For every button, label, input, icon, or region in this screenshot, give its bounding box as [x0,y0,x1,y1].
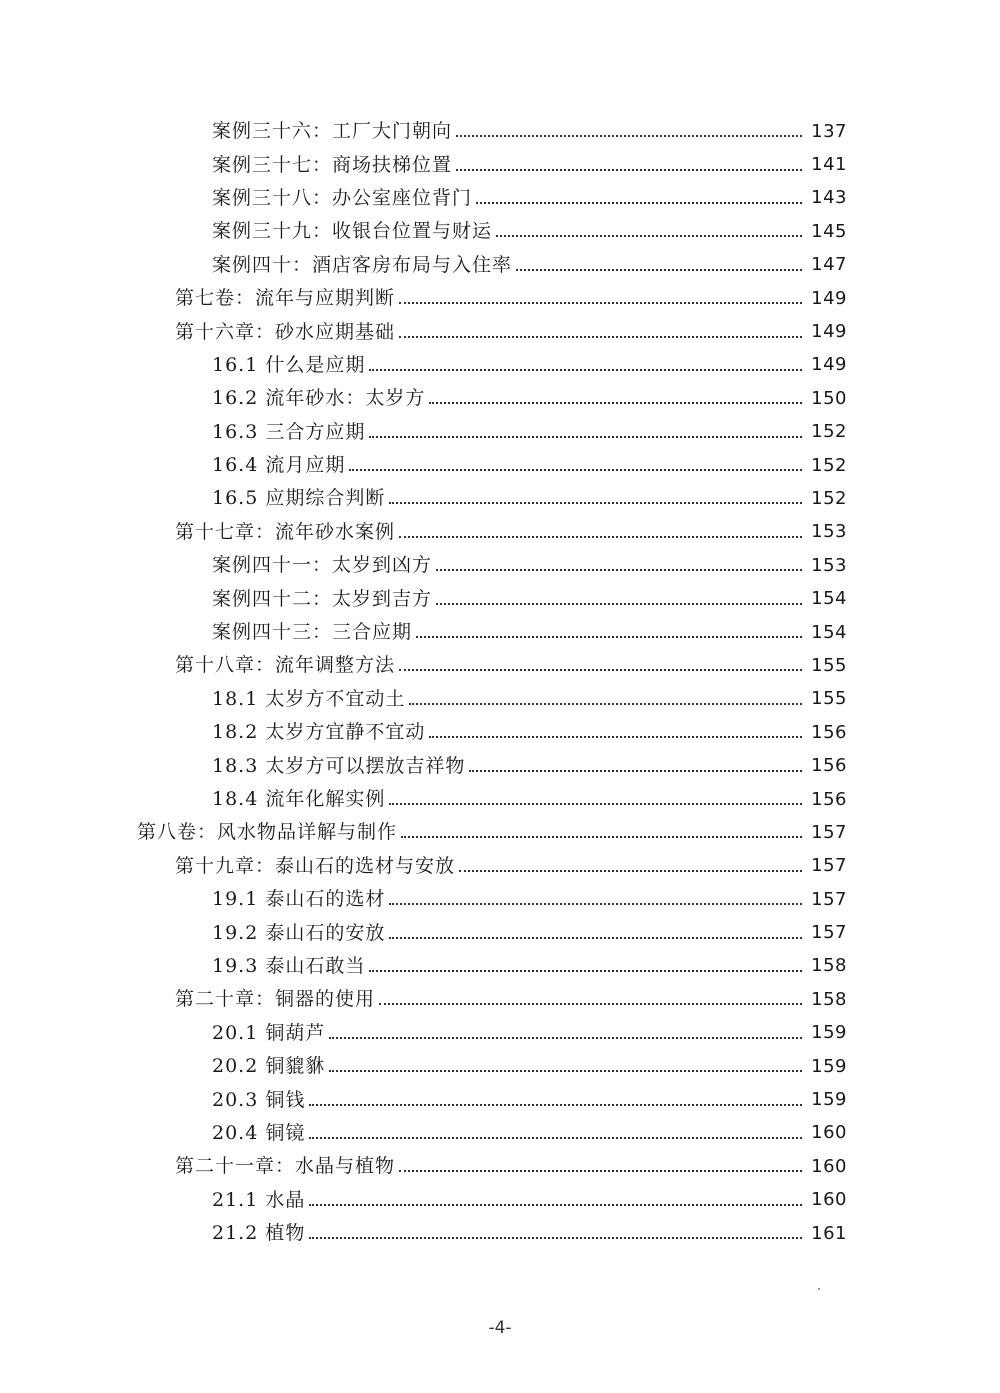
toc-entry-title: 案例四十二：太岁到吉方 [212,590,436,609]
dot-leader [309,1104,802,1106]
toc-entry-page: 160 [811,1189,847,1211]
toc-entry-page: 149 [811,287,847,309]
dot-leader [469,770,802,772]
toc-entry[interactable] [0,115,1000,148]
toc-entry-page: 157 [811,888,847,910]
toc-entry-page: 155 [811,688,847,710]
toc-entry[interactable] [0,148,1000,181]
dot-leader [309,1137,802,1139]
toc-entry-page: 159 [811,1022,847,1044]
toc-entry-page: 137 [811,120,847,142]
table-of-contents [0,115,1000,1250]
toc-entry-title: 第十七章：流年砂水案例 [175,523,399,542]
dot-leader [369,436,802,438]
toc-entry[interactable] [0,850,1000,883]
toc-entry[interactable] [0,950,1000,983]
dot-leader [401,836,802,838]
toc-entry[interactable] [0,549,1000,582]
toc-entry-title: 案例三十八：办公室座位背门 [212,189,476,208]
toc-entry[interactable] [0,1184,1000,1217]
toc-entry-page: 159 [811,1089,847,1111]
toc-entry[interactable] [0,416,1000,449]
toc-entry[interactable] [0,883,1000,916]
toc-entry-title: 案例三十九：收银台位置与财运 [212,222,496,241]
toc-entry[interactable] [0,1150,1000,1183]
dot-leader [399,336,802,338]
dot-leader [349,469,802,471]
toc-entry-page: 149 [811,354,847,376]
dot-leader [459,870,802,872]
toc-entry-page: 156 [811,788,847,810]
toc-entry-title: 案例四十三：三合应期 [212,623,416,642]
toc-entry-page: 158 [811,988,847,1010]
dot-leader [456,135,802,137]
toc-entry-page: 154 [811,588,847,610]
toc-entry-page: 158 [811,955,847,977]
toc-entry-title: 16.4 流月应期 [212,456,349,475]
toc-entry-page: 155 [811,654,847,676]
toc-entry[interactable] [0,916,1000,949]
toc-entry-title: 18.1 太岁方不宜动土 [212,690,409,709]
page-number: -4- [488,1318,512,1338]
toc-entry-page: 147 [811,254,847,276]
toc-entry-page: 141 [811,154,847,176]
toc-entry[interactable] [0,516,1000,549]
toc-entry-title: 案例三十六：工厂大门朝向 [212,122,456,141]
toc-entry[interactable] [0,182,1000,215]
dot-leader [329,1070,802,1072]
dot-leader [476,202,802,204]
dot-leader [389,502,802,504]
dot-leader [379,1003,802,1005]
toc-entry-title: 第八卷：风水物品详解与制作 [137,823,401,842]
toc-entry-page: 152 [811,487,847,509]
toc-entry-page: 153 [811,554,847,576]
toc-entry[interactable] [0,816,1000,849]
dot-leader [389,903,802,905]
dot-leader [329,1037,802,1039]
toc-entry-page: 143 [811,187,847,209]
toc-entry[interactable] [0,983,1000,1016]
toc-entry[interactable] [0,683,1000,716]
toc-entry-page: 159 [811,1055,847,1077]
toc-entry[interactable] [0,582,1000,615]
toc-entry-page: 161 [811,1222,847,1244]
toc-entry-title: 18.2 太岁方宜静不宜动 [212,723,429,742]
toc-entry[interactable] [0,716,1000,749]
dot-leader [389,803,802,805]
toc-entry-title: 第十六章：砂水应期基础 [175,323,399,342]
toc-entry-page: 157 [811,855,847,877]
toc-entry-title: 16.3 三合方应期 [212,423,369,442]
toc-entry-title: 第七卷：流年与应期判断 [175,289,399,308]
toc-entry-page: 153 [811,521,847,543]
toc-entry[interactable] [0,282,1000,315]
dot-leader [399,536,802,538]
dot-leader [389,937,802,939]
dot-leader [429,402,802,404]
dot-leader [416,636,802,638]
toc-entry-title: 19.1 泰山石的选材 [212,890,389,909]
toc-entry[interactable] [0,382,1000,415]
dot-leader [309,1204,802,1206]
toc-entry-page: 149 [811,321,847,343]
dot-leader [309,1237,802,1239]
toc-entry[interactable] [0,482,1000,515]
toc-entry[interactable] [0,215,1000,248]
toc-entry-title: 第二十一章：水晶与植物 [175,1157,399,1176]
toc-entry-page: 145 [811,220,847,242]
toc-entry-page: 160 [811,1155,847,1177]
toc-entry[interactable] [0,249,1000,282]
dot-leader [456,169,802,171]
toc-entry-title: 20.2 铜貔貅 [212,1057,329,1076]
toc-entry[interactable] [0,1083,1000,1116]
toc-entry-title: 第十八章：流年调整方法 [175,656,399,675]
toc-entry-title: 案例四十：酒店客房布局与入住率 [212,256,516,275]
dot-leader [369,970,802,972]
toc-entry-title: 20.4 铜镜 [212,1124,309,1143]
dot-leader [496,235,802,237]
toc-entry-title: 案例三十七：商场扶梯位置 [212,156,456,175]
toc-entry-page: 157 [811,821,847,843]
toc-entry-page: 157 [811,922,847,944]
dot-leader [369,369,802,371]
toc-entry-title: 16.2 流年砂水：太岁方 [212,389,429,408]
toc-entry-page: 154 [811,621,847,643]
toc-entry-title: 第十九章：泰山石的选材与安放 [175,857,459,876]
toc-entry[interactable] [0,1050,1000,1083]
dot-leader [399,302,802,304]
toc-entry-title: 18.4 流年化解实例 [212,790,389,809]
toc-entry[interactable] [0,649,1000,682]
toc-entry[interactable] [0,616,1000,649]
toc-entry[interactable] [0,1217,1000,1250]
dot-leader [436,603,802,605]
toc-entry-title: 第二十章：铜器的使用 [175,990,379,1009]
toc-entry-title: 20.1 铜葫芦 [212,1024,329,1043]
toc-entry-title: 21.1 水晶 [212,1191,309,1210]
dot-leader [409,703,802,705]
scan-speck [818,1288,820,1290]
toc-entry-page: 156 [811,721,847,743]
dot-leader [516,269,802,271]
toc-entry-page: 152 [811,421,847,443]
toc-entry-title: 19.2 泰山石的安放 [212,924,389,943]
toc-entry[interactable] [0,1017,1000,1050]
dot-leader [399,669,802,671]
toc-entry-title: 20.3 铜钱 [212,1091,309,1110]
toc-entry[interactable] [0,315,1000,348]
toc-entry[interactable] [0,749,1000,782]
toc-entry[interactable] [0,349,1000,382]
toc-entry-page: 150 [811,387,847,409]
toc-entry-title: 18.3 太岁方可以摆放吉祥物 [212,757,469,776]
toc-entry-page: 160 [811,1122,847,1144]
toc-entry[interactable] [0,1117,1000,1150]
dot-leader [429,736,802,738]
dot-leader [436,569,802,571]
toc-entry-page: 156 [811,755,847,777]
toc-entry-title: 19.3 泰山石敢当 [212,957,369,976]
toc-entry[interactable] [0,449,1000,482]
toc-entry[interactable] [0,783,1000,816]
toc-entry-title: 16.5 应期综合判断 [212,489,389,508]
toc-entry-page: 152 [811,454,847,476]
dot-leader [399,1170,802,1172]
toc-entry-title: 21.2 植物 [212,1224,309,1243]
toc-entry-title: 16.1 什么是应期 [212,356,369,375]
toc-entry-title: 案例四十一：太岁到凶方 [212,556,436,575]
